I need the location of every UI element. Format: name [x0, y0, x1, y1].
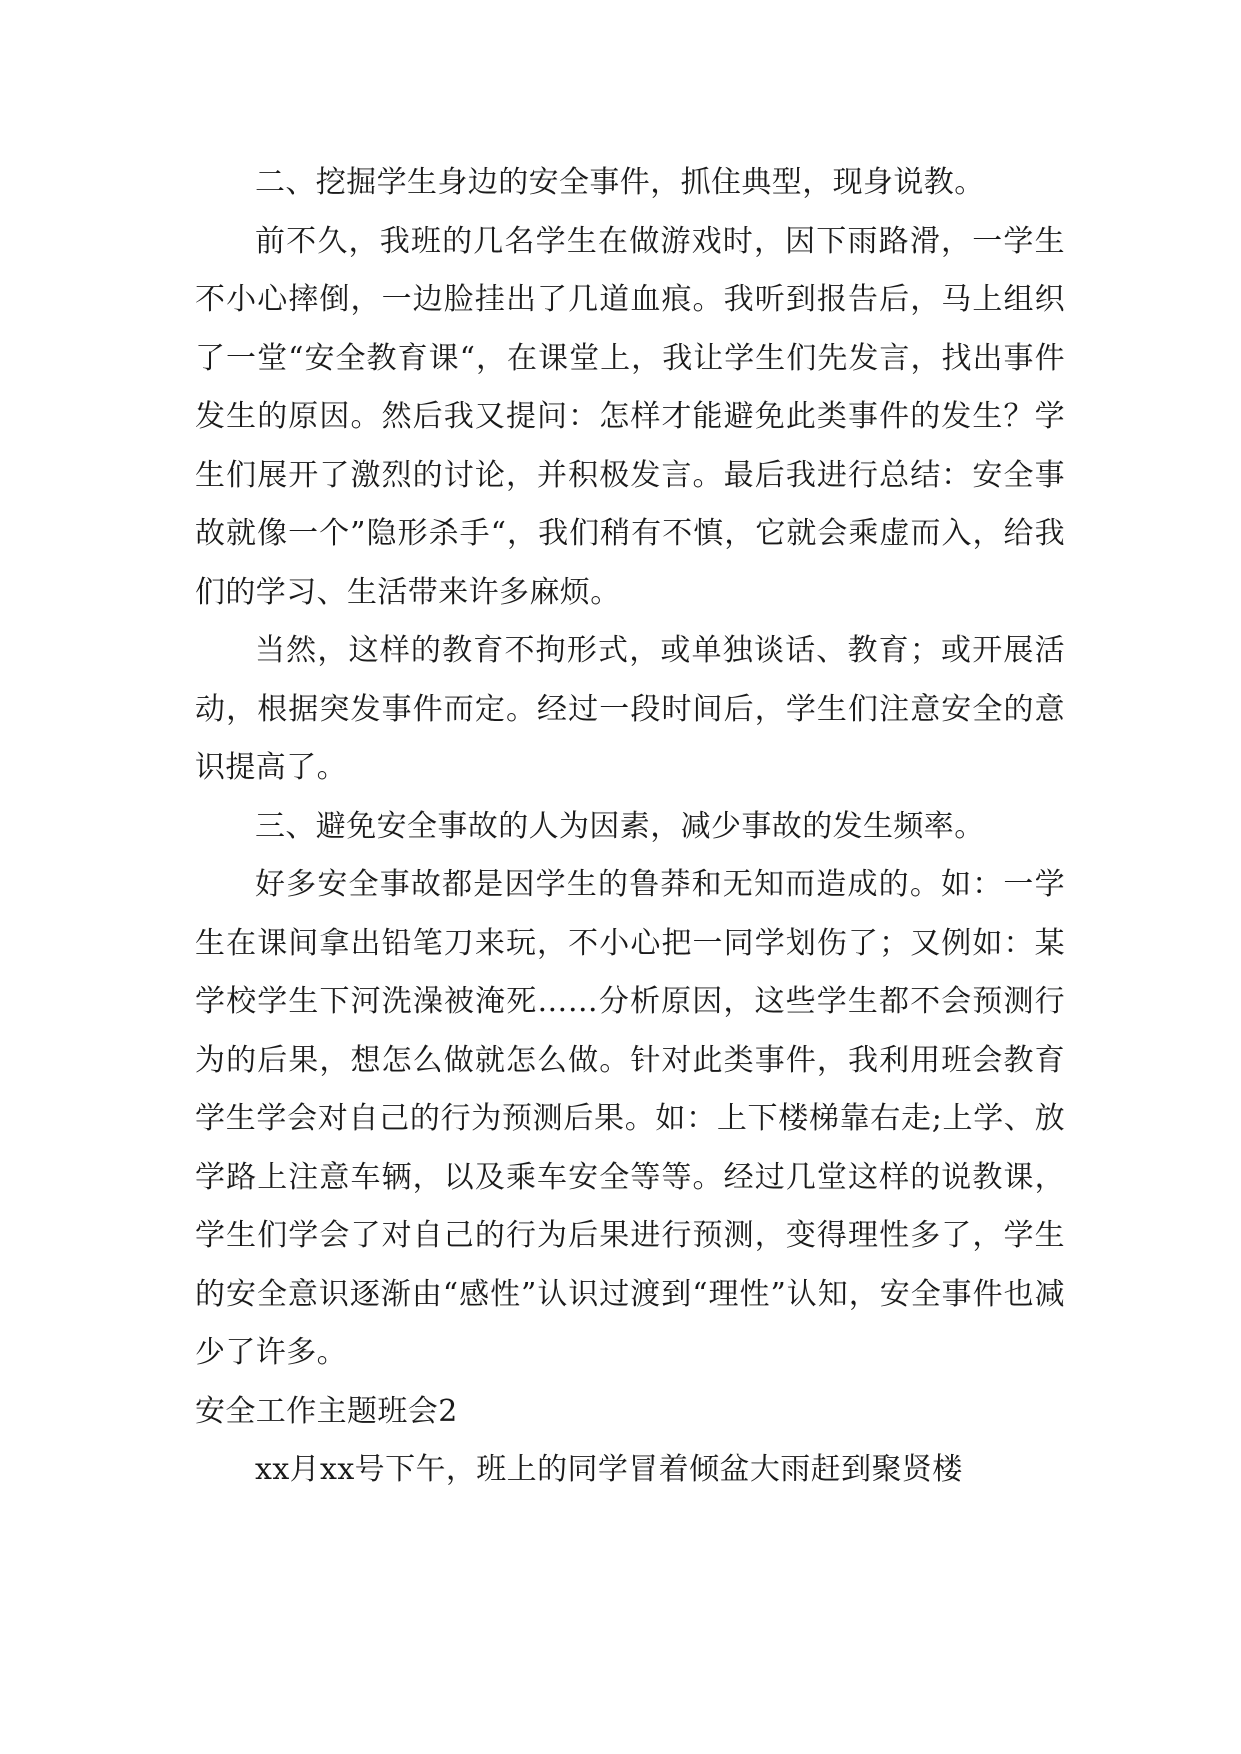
document-section-title: 安全工作主题班会2 [195, 1393, 458, 1429]
body-paragraph: xx月xx号下午，班上的同学冒着倾盆大雨赶到聚贤楼 [255, 1452, 963, 1487]
body-paragraph: 好多安全事故都是因学生的鲁莽和无知而造成的。如：一学生在课间拿出铅笔刀来玩，不小心把一同学划伤了；又例如：某学校学生下河洗澡被淹死……分析原因，这些学生都不会预测行为的后果，想怎么做就怎么做。针对此类事件，我利用班会教育学生学会对自己的行为预测后果。如：上下楼梯靠右走;上学、放学路上注意车辆，以及乘车安全等等。经过几堂这样的说教课，学生们学会了对自己的行为后果进行预测，变得理性多了，学生的安全意识逐渐由“感性”认识过渡到“理性”认知，安全事件也减少了许多。 [195, 867, 1065, 1370]
body-paragraph: 当然，这样的教育不拘形式，或单独谈话、教育；或开展活动，根据突发事件而定。经过一段时间后，学生们注意安全的意识提高了。 [195, 633, 1065, 785]
section-heading-three: 三、避免安全事故的人为因素，减少事故的发生频率。 [255, 808, 985, 844]
document-page [195, 154, 1065, 1500]
body-paragraph: 前不久，我班的几名学生在做游戏时，因下雨路滑，一学生不小心摔倒，一边脸挂出了几道血痕。我听到报告后，马上组织了一堂“安全教育课“，在课堂上，我让学生们先发言，找出事件发生的原因。然后我又提问：怎样才能避免此类事件的发生？学生们展开了激烈的讨论，并积极发言。最后我进行总结：安全事故就像一个”隐形杀手“，我们稍有不慎，它就会乘虚而入，给我们的学习、生活带来许多麻烦。 [195, 223, 1065, 610]
section-heading-two: 二、挖掘学生身边的安全事件，抓住典型，现身说教。 [255, 165, 985, 200]
